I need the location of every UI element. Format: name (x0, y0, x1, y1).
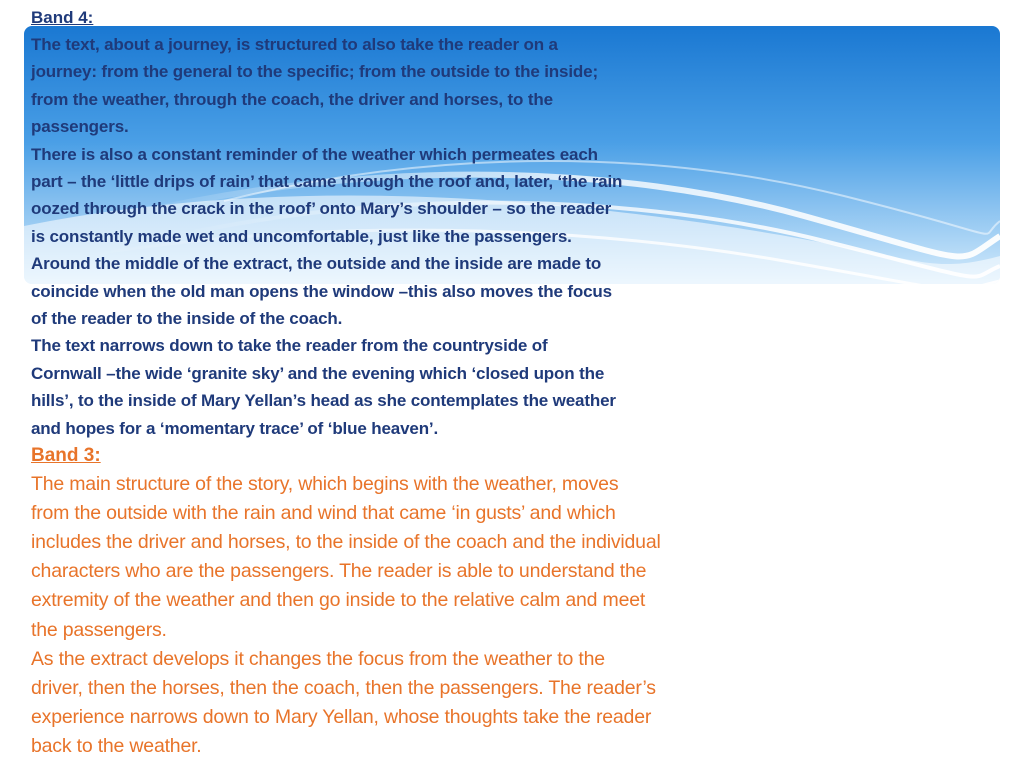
band4-line: Cornwall –the wide ‘granite sky’ and the evening which ‘closed upon the (31, 363, 605, 383)
band3-line: characters who are the passengers. The reader is able to understand the (31, 560, 647, 583)
band3-line: from the outside with the rain and wind that came ‘in gusts’ and which (31, 502, 616, 525)
band4-line: part – the ‘little drips of rain’ that came through the roof and, later, ‘the rain (31, 172, 623, 192)
text-content (31, 4, 791, 761)
band4-heading: Band 4: (31, 8, 94, 27)
band4-line: from the weather, through the coach, the driver and horses, to the (31, 89, 553, 109)
band4-line: journey: from the general to the specific; from the outside to the inside; (31, 62, 598, 82)
band3-line: extremity of the weather and then go inside to the relative calm and meet (31, 589, 646, 612)
band4-line: The text, about a journey, is structured to also take the reader on a (31, 35, 558, 54)
band3-line: As the extract develops it changes the focus from the weather to the (31, 647, 605, 670)
band4-line: passengers. (31, 117, 129, 137)
band4-line: and hopes for a ‘momentary trace’ of ‘blue heaven’. (31, 418, 439, 438)
band3-heading: Band 3: (31, 445, 101, 467)
band4-line: Around the middle of the extract, the outside and the inside are made to (31, 254, 602, 274)
band3-line: back to the weather. (31, 734, 202, 757)
band3-line: The main structure of the story, which begins with the weather, moves (31, 473, 619, 496)
band4-line: hills’, to the inside of Mary Yellan’s head as she contemplates the weather (31, 391, 616, 411)
band4-line: is constantly made wet and uncomfortable, just like the passengers. (31, 226, 572, 246)
band4-line: There is also a constant reminder of the weather which permeates each (31, 144, 598, 164)
band4-line: of the reader to the inside of the coach. (31, 309, 343, 329)
band3-line: experience narrows down to Mary Yellan, whose thoughts take the reader (31, 705, 652, 728)
band3-line: includes the driver and horses, to the inside of the coach and the individual (31, 531, 661, 554)
band3-line: driver, then the horses, then the coach, then the passengers. The reader’s (31, 676, 656, 699)
band3-line: the passengers. (31, 618, 167, 641)
band4-line: The text narrows down to take the reader from the countryside of (31, 336, 548, 356)
band4-line: oozed through the crack in the roof’ onto Mary’s shoulder – so the reader (31, 199, 612, 219)
band4-line: coincide when the old man opens the window –this also moves the focus (31, 281, 612, 301)
